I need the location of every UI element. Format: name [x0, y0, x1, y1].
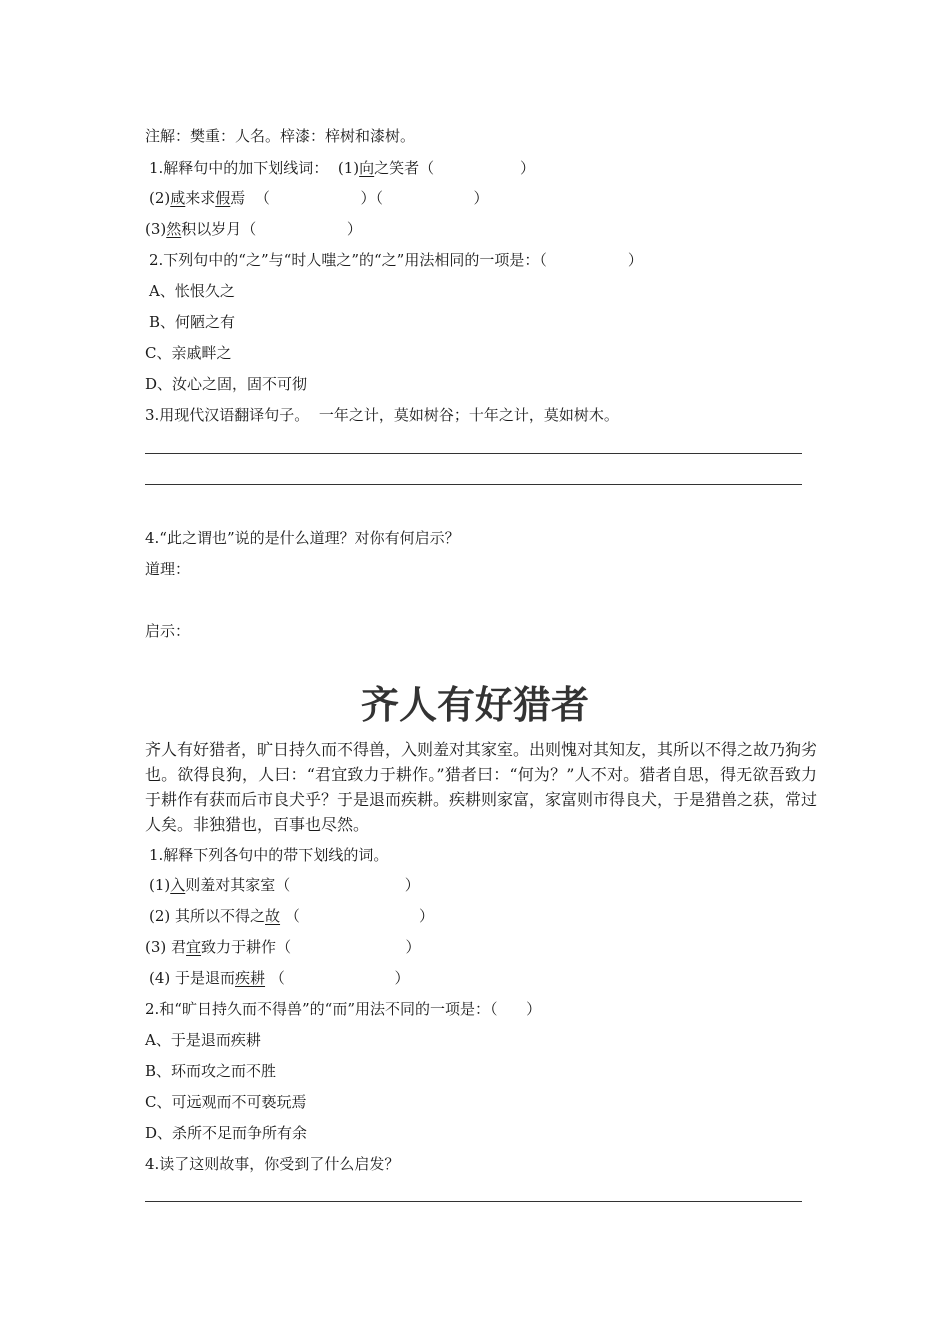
p1-q1-item2-underlined-2: 假 [215, 189, 231, 207]
p1-q1-item1-rest: 之笑者 [374, 159, 420, 177]
p2-q2-option-d[interactable]: D、杀所不足而争所有余 [145, 1124, 308, 1142]
p1-q2-option-b[interactable]: B、何陋之有 [149, 313, 236, 331]
p1-q4-stem: 4.“此之谓也”说的是什么道理？对你有何启示？ [145, 529, 460, 547]
answer-blank[interactable]: （ ） [269, 969, 410, 987]
p1-q2-option-c[interactable]: C、亲戚畔之 [145, 344, 232, 362]
p2-q1-item4-pre: 于是退而 [170, 969, 236, 987]
p2-q1-item2-underlined: 故 [265, 907, 281, 925]
p2-q1-item1-rest: 则羞对其家室 [185, 876, 276, 894]
p2-q1-item1-num: (1) [149, 876, 171, 894]
p1-q1-item2-mid: 来求 [185, 189, 216, 207]
p2-q1-item4-num: (4) [149, 969, 171, 987]
answer-blank[interactable]: （ ） [254, 189, 376, 207]
answer-blank[interactable]: （ ） [275, 876, 420, 894]
answer-line[interactable] [145, 1201, 802, 1202]
story-title: 齐人有好猎者 [360, 683, 589, 727]
p1-q4-label-insight: 启示： [145, 622, 191, 640]
answer-blank[interactable]: （ ） [375, 189, 489, 207]
p2-q2-stem: 2.和“旷日持久而不得兽”的“而”用法不同的一项是：（ ） [145, 1000, 542, 1018]
p1-q2-option-d[interactable]: D、汝心之固，固不可彻 [145, 375, 308, 393]
p1-q1-item1-num: (1) [337, 159, 360, 177]
p2-q1-item2-num: (2) [149, 907, 171, 925]
p2-q1-item2 [149, 906, 434, 926]
answer-blank[interactable]: （ ） [276, 938, 421, 956]
answer-line[interactable] [145, 453, 802, 454]
p1-q1-line [149, 158, 535, 178]
p1-q1-item2-num: (2) [149, 189, 171, 207]
p2-q1-stem: 1.解释下列各句中的带下划线的词。 [149, 846, 389, 864]
answer-line[interactable] [145, 484, 802, 485]
p1-q1-item3-rest: 积以岁月 [181, 220, 242, 238]
p2-q4-stem: 4.读了这则故事，你受到了什么启发？ [145, 1155, 400, 1173]
p1-q1-item2 [149, 188, 489, 208]
p2-q1-item3-num: (3) [145, 938, 167, 956]
p1-q2-option-a[interactable]: A、怅恨久之 [149, 282, 235, 300]
p1-q1-item3-underlined: 然 [166, 220, 182, 238]
p1-q1-item3 [145, 219, 362, 239]
p2-q2-option-a[interactable]: A、于是退而疾耕 [145, 1031, 261, 1049]
p2-q2-option-c[interactable]: C、可远观而不可亵玩焉 [145, 1093, 307, 1111]
p2-q2-option-b[interactable]: B、环而攻之而不胜 [145, 1062, 277, 1080]
p1-q2-stem: 2.下列句中的“之”与“时人嗤之”的“之”用法相同的一项是：（ ） [149, 251, 643, 269]
p1-q1-item1-underlined: 向 [359, 159, 375, 177]
p1-q1-item2-rest: 焉 [230, 189, 246, 207]
p2-q1-item3 [145, 937, 421, 957]
p2-q1-item1-underlined: 入 [170, 876, 186, 894]
p1-q1-item2-underlined-1: 咸 [170, 189, 186, 207]
p2-q1-item3-underlined: 宜 [186, 938, 202, 956]
p2-q1-item1 [149, 875, 420, 895]
answer-blank[interactable]: （ ） [241, 220, 362, 238]
annotation-note: 注解：樊重：人名。梓漆：梓树和漆树。 [145, 127, 416, 145]
p2-q1-item2-pre: 其所以不得之 [170, 907, 266, 925]
p2-q1-item4 [149, 968, 410, 988]
p1-q1-stem: 1.解释句中的加下划线词： [149, 159, 329, 177]
answer-blank[interactable]: （ ） [419, 159, 535, 177]
p2-q1-item3-rest: 致力于耕作 [201, 938, 277, 956]
p1-q4-label-reason: 道理： [145, 560, 191, 578]
p1-q3-stem: 3.用现代汉语翻译句子。 一年之计，莫如树谷；十年之计，莫如树木。 [145, 406, 619, 424]
story-passage: 齐人有好猎者，旷日持久而不得兽，入则羞对其家室。出则愧对其知友，其所以不得之故乃狗劣也。欲得良狗，人曰：“君宜致力于耕作。”猎者曰：“何为？”人不对。猎者自思，得无欲吾致力于耕作有获而后市良犬乎？于是退而疾耕。疾耕则家富，家富则市得良犬，于是猎兽之获，常过人矣。非独猎也，百事也尽然。 [145, 740, 818, 834]
p1-q1-item3-num: (3) [145, 220, 167, 238]
p2-q1-item3-pre: 君 [166, 938, 187, 956]
answer-blank[interactable]: （ ） [284, 907, 435, 925]
p2-q1-item4-underlined: 疾耕 [235, 969, 266, 987]
